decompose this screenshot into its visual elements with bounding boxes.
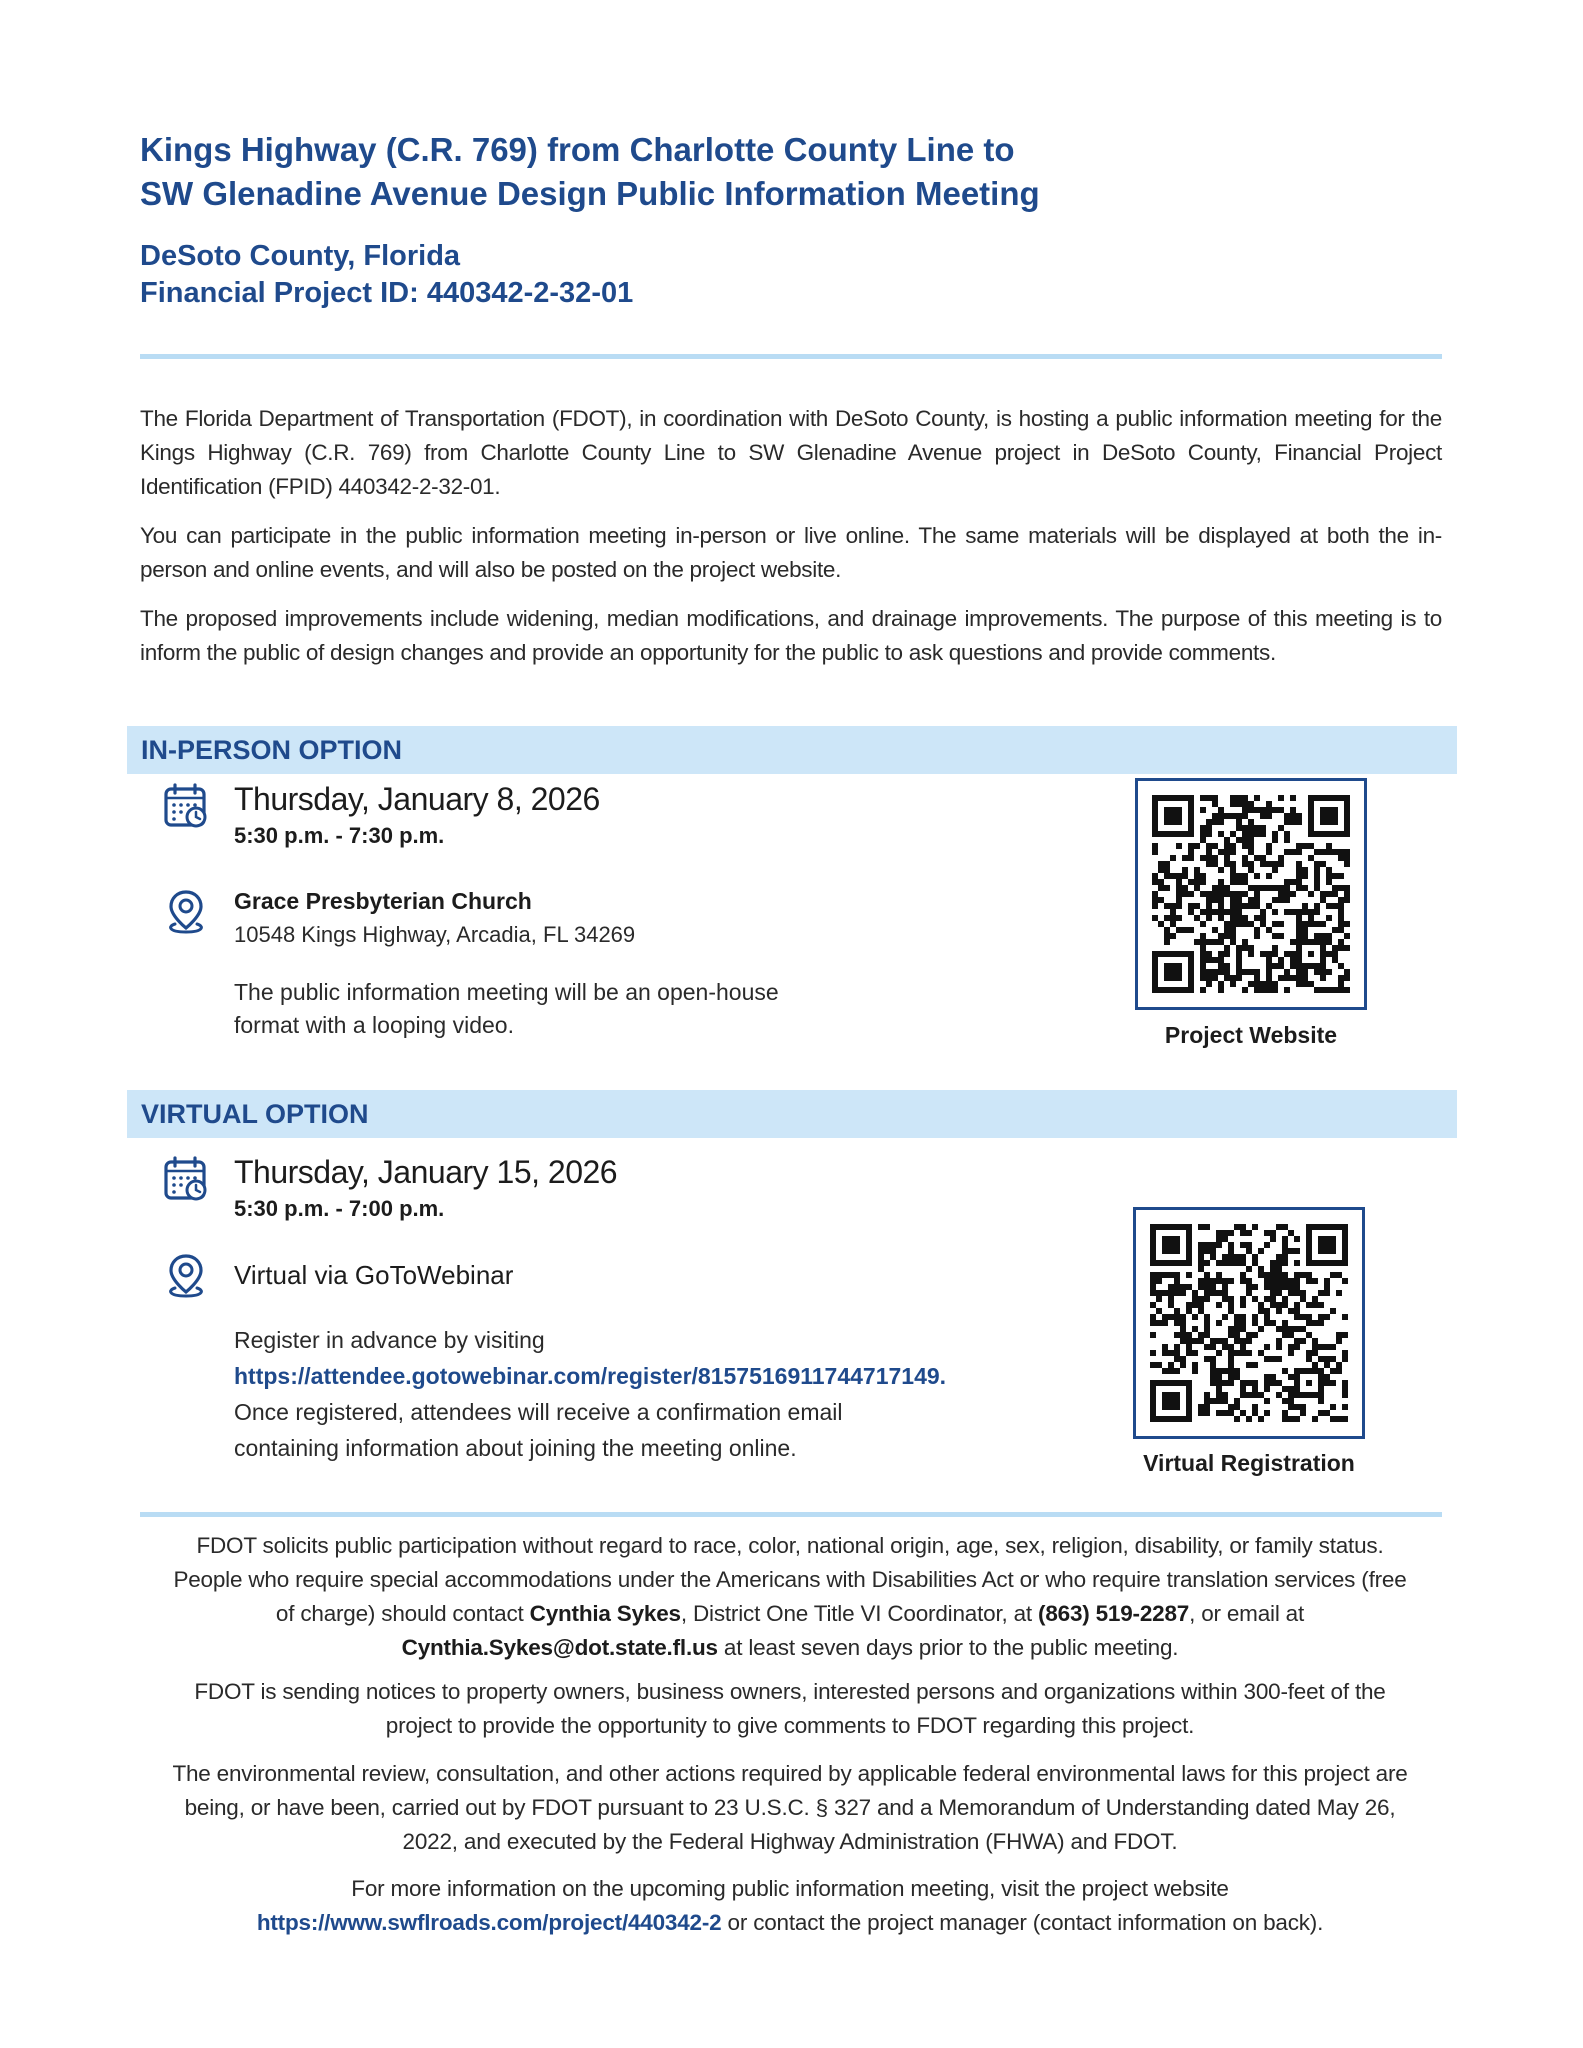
property-owner-notice: FDOT is sending notices to property owners, business owners, interested persons and organizations within 300-feet of the project to provide the opportunity to give comments to FDOT regarding this project.	[194, 1679, 1386, 1738]
more-information-notice	[170, 1872, 1410, 1940]
in-person-time: 5:30 p.m. - 7:30 p.m.	[234, 823, 445, 848]
notice-text-d: at least seven days prior to the public meeting.	[717, 1635, 1179, 1660]
project-website-qr-caption: Project Website	[1164, 1022, 1338, 1048]
notice-text-a: FDOT solicits public participation without regard to race, color, national origin, age, sex, religion, disability, or family status. People who require special accommodations under the Americans with Disabilities Act or who require translation services (free of charge) should contact	[173, 1533, 1407, 1626]
more-info-line: For more information on the upcoming public information meeting, visit the project website	[351, 1876, 1229, 1901]
in-person-venue: Grace Presbyterian Church	[234, 888, 532, 914]
intro-paragraph-1: The Florida Department of Transportation (FDOT), in coordination with DeSoto County, is hosting a public information meeting for the Kings Highway (C.R. 769) from Charlotte County Line to SW Glenadine Avenue project in DeSoto County, Financial Project Identification (FPID) 440342-2-32-01.	[140, 406, 1442, 499]
footer-divider	[140, 1512, 1442, 1517]
intro-paragraph-3: The proposed improvements include widening, median modifications, and drainage improvements. The purpose of this meeting is to inform the public of design changes and provide an opportunity for the public to ask questions and provide comments.	[140, 606, 1442, 665]
location-pin-icon	[162, 888, 210, 936]
project-website-qr-code[interactable]	[1135, 778, 1367, 1010]
virtual-registration-text	[234, 1322, 946, 1466]
virtual-registration-qr-code[interactable]	[1133, 1207, 1365, 1439]
contact-email-link[interactable]: Cynthia.Sykes@dot.state.fl.us	[401, 1635, 718, 1660]
virtual-time: 5:30 p.m. - 7:00 p.m.	[234, 1196, 445, 1221]
header-divider	[140, 354, 1442, 359]
register-line: Register in advance by visiting	[234, 1327, 545, 1353]
in-person-date: Thursday, January 8, 2026	[234, 781, 600, 817]
location-pin-icon	[162, 1252, 210, 1300]
virtual-date: Thursday, January 15, 2026	[234, 1154, 618, 1190]
virtual-registration-qr-caption: Virtual Registration	[1143, 1450, 1355, 1476]
in-person-heading: IN-PERSON OPTION	[127, 726, 1457, 774]
qr-code-graphic	[1150, 1224, 1348, 1422]
intro-text	[140, 402, 1442, 685]
qr-code-graphic	[1152, 795, 1350, 993]
virtual-heading: VIRTUAL OPTION	[127, 1090, 1457, 1138]
title-line-2: SW Glenadine Avenue Design Public Information Meeting	[140, 175, 1040, 212]
project-id: Financial Project ID: 440342-2-32-01	[140, 277, 634, 309]
in-person-description	[234, 976, 779, 1042]
title-line-1: Kings Highway (C.R. 769) from Charlotte County Line to	[140, 131, 1015, 168]
notice-text-b: , District One Title VI Coordinator, at	[680, 1601, 1039, 1626]
description-line-2: format with a looping video.	[234, 1012, 514, 1038]
confirm-line-2: containing information about joining the meeting online.	[234, 1435, 797, 1461]
calendar-icon	[162, 782, 210, 830]
environmental-review-notice: The environmental review, consultation, and other actions required by applicable federal environmental laws for this project are being, or have been, carried out by FDOT pursuant to 23 U.S.C. § 327 and a Memorandum of Understanding dated May 26, 2022, and executed by the Federal Highway Administration (FHWA) and FDOT.	[172, 1761, 1408, 1854]
project-website-link[interactable]: https://www.swflroads.com/project/440342-2	[256, 1910, 722, 1935]
register-url-link[interactable]: https://attendee.gotowebinar.com/register/8157516911744717149.	[234, 1363, 947, 1389]
page-title	[140, 128, 1440, 216]
in-person-address: 10548 Kings Highway, Arcadia, FL 34269	[234, 922, 636, 947]
calendar-icon	[162, 1155, 210, 1203]
description-line-1: The public information meeting will be an open-house	[234, 979, 779, 1005]
notice-text-c: , or email at	[1189, 1601, 1305, 1626]
contact-phone[interactable]: (863) 519-2287	[1038, 1601, 1190, 1626]
county-label: DeSoto County, Florida	[140, 240, 461, 272]
project-subtitle	[140, 238, 1440, 312]
virtual-venue: Virtual via GoToWebinar	[234, 1260, 514, 1290]
accommodations-notice	[170, 1529, 1410, 1665]
confirm-line-1: Once registered, attendees will receive a confirmation email	[234, 1399, 843, 1425]
more-info-tail: or contact the project manager (contact information on back).	[721, 1910, 1324, 1935]
contact-name: Cynthia Sykes	[529, 1601, 681, 1626]
intro-paragraph-2: You can participate in the public information meeting in-person or live online. The same materials will be displayed at both the in-person and online events, and will also be posted on the project website.	[140, 523, 1442, 582]
